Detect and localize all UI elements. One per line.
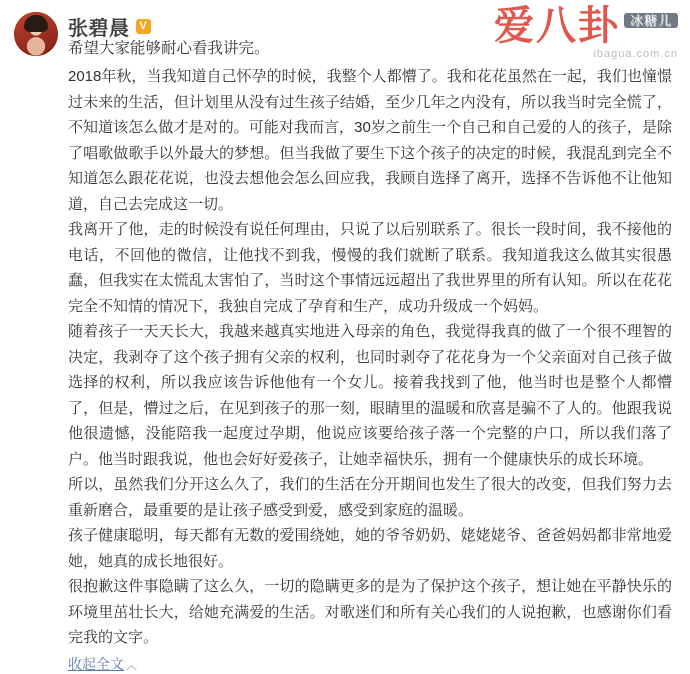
watermark-badge: 冰糖儿: [624, 13, 678, 28]
post-paragraph-5: 孩子健康聪明，每天都有无数的爱围绕她，她的爷爷奶奶、姥姥姥爷、爸爸妈妈都非常地爱她，她真的成长地很好。: [68, 527, 672, 570]
collapse-full-text-link[interactable]: [68, 656, 137, 672]
avatar[interactable]: [14, 12, 58, 56]
post-paragraph-1: 2018年秋，当我知道自己怀孕的时候，我整个人都懵了。我和花花虽然在一起，我们也憧憬过未来的生活，但计划里从没有过生孩子结婚，至少几年之内没有，所以我当时完全慌了，不知道该怎么做才是对的。可能对我而言，30岁之前生一个自己和自己爱的人的孩子，是除了唱歌做歌手以外最大的梦想。但当我做了要生下这个孩子的决定的时候，我混乱到完全不知道怎么跟花花说，也没去想他会怎么回应我，我顾自选择了离开，选择不告诉他不让他知道，自己去完成这一切。: [68, 68, 672, 213]
post-lead-text: 希望大家能够耐心看我讲完。: [68, 40, 270, 57]
avatar-hair-shape: [24, 15, 48, 32]
post-content: [68, 36, 676, 651]
collapse-label: 收起全文: [68, 655, 124, 672]
post-paragraph-6: 很抱歉这件事隐瞒了这么久，一切的隐瞒更多的是为了保护这个孩子，想让她在平静快乐的环境里茁壮长大，给她充满爱的生活。对歌迷们和所有关心我们的人说抱歉，也感谢你们看完我的文字。: [68, 578, 672, 646]
post-footer: [68, 654, 676, 674]
verified-badge-icon: V: [136, 19, 151, 34]
post-paragraph-4: 所以，虽然我们分开这么久了，我们的生活在分开期间也发生了很大的改变，但我们努力去重新磨合，最重要的是让孩子感受到爱，感受到家庭的温暖。: [68, 476, 672, 519]
post-paragraph-2: 我离开了他，走的时候没有说任何理由，只说了以后别联系了。很长一段时间，我不接他的电话，不回他的微信，让他找不到我，慢慢的我们就断了联系。我知道我这么做其实很愚蠢，但我实在太慌乱太害怕了，当时这个事情远远超出了我世界里的所有认知。所以在花花完全不知情的情况下，我独自完成了孕育和生产，成功升级成一个妈妈。: [68, 221, 672, 315]
author-name[interactable]: 张碧晨: [68, 17, 130, 40]
post-paragraph-3: 随着孩子一天天长大，我越来越真实地进入母亲的角色，我觉得我真的做了一个很不理智的决定，我剥夺了这个孩子拥有父亲的权利，也同时剥夺了花花身为一个父亲面对自己孩子做选择的权利，所以我应该告诉他他有一个女儿。接着我找到了他，他当时也是整个人都懵了，但是，懵过之后，在见到孩子的那一刻，眼睛里的温暖和欣喜是骗不了人的。他跟我说他很遗憾，没能陪我一起度过孕期，他说应该要给孩子落一个完整的户口，所以我们落了户。他当时跟我说，他也会好好爱孩子，让她幸福快乐，拥有一个健康快乐的成长环境。: [68, 323, 672, 468]
watermark-title: 爱八卦: [493, 2, 620, 49]
chevron-up-icon: ︿: [126, 659, 137, 672]
watermark-url: ibagua.com.cn: [593, 48, 678, 60]
